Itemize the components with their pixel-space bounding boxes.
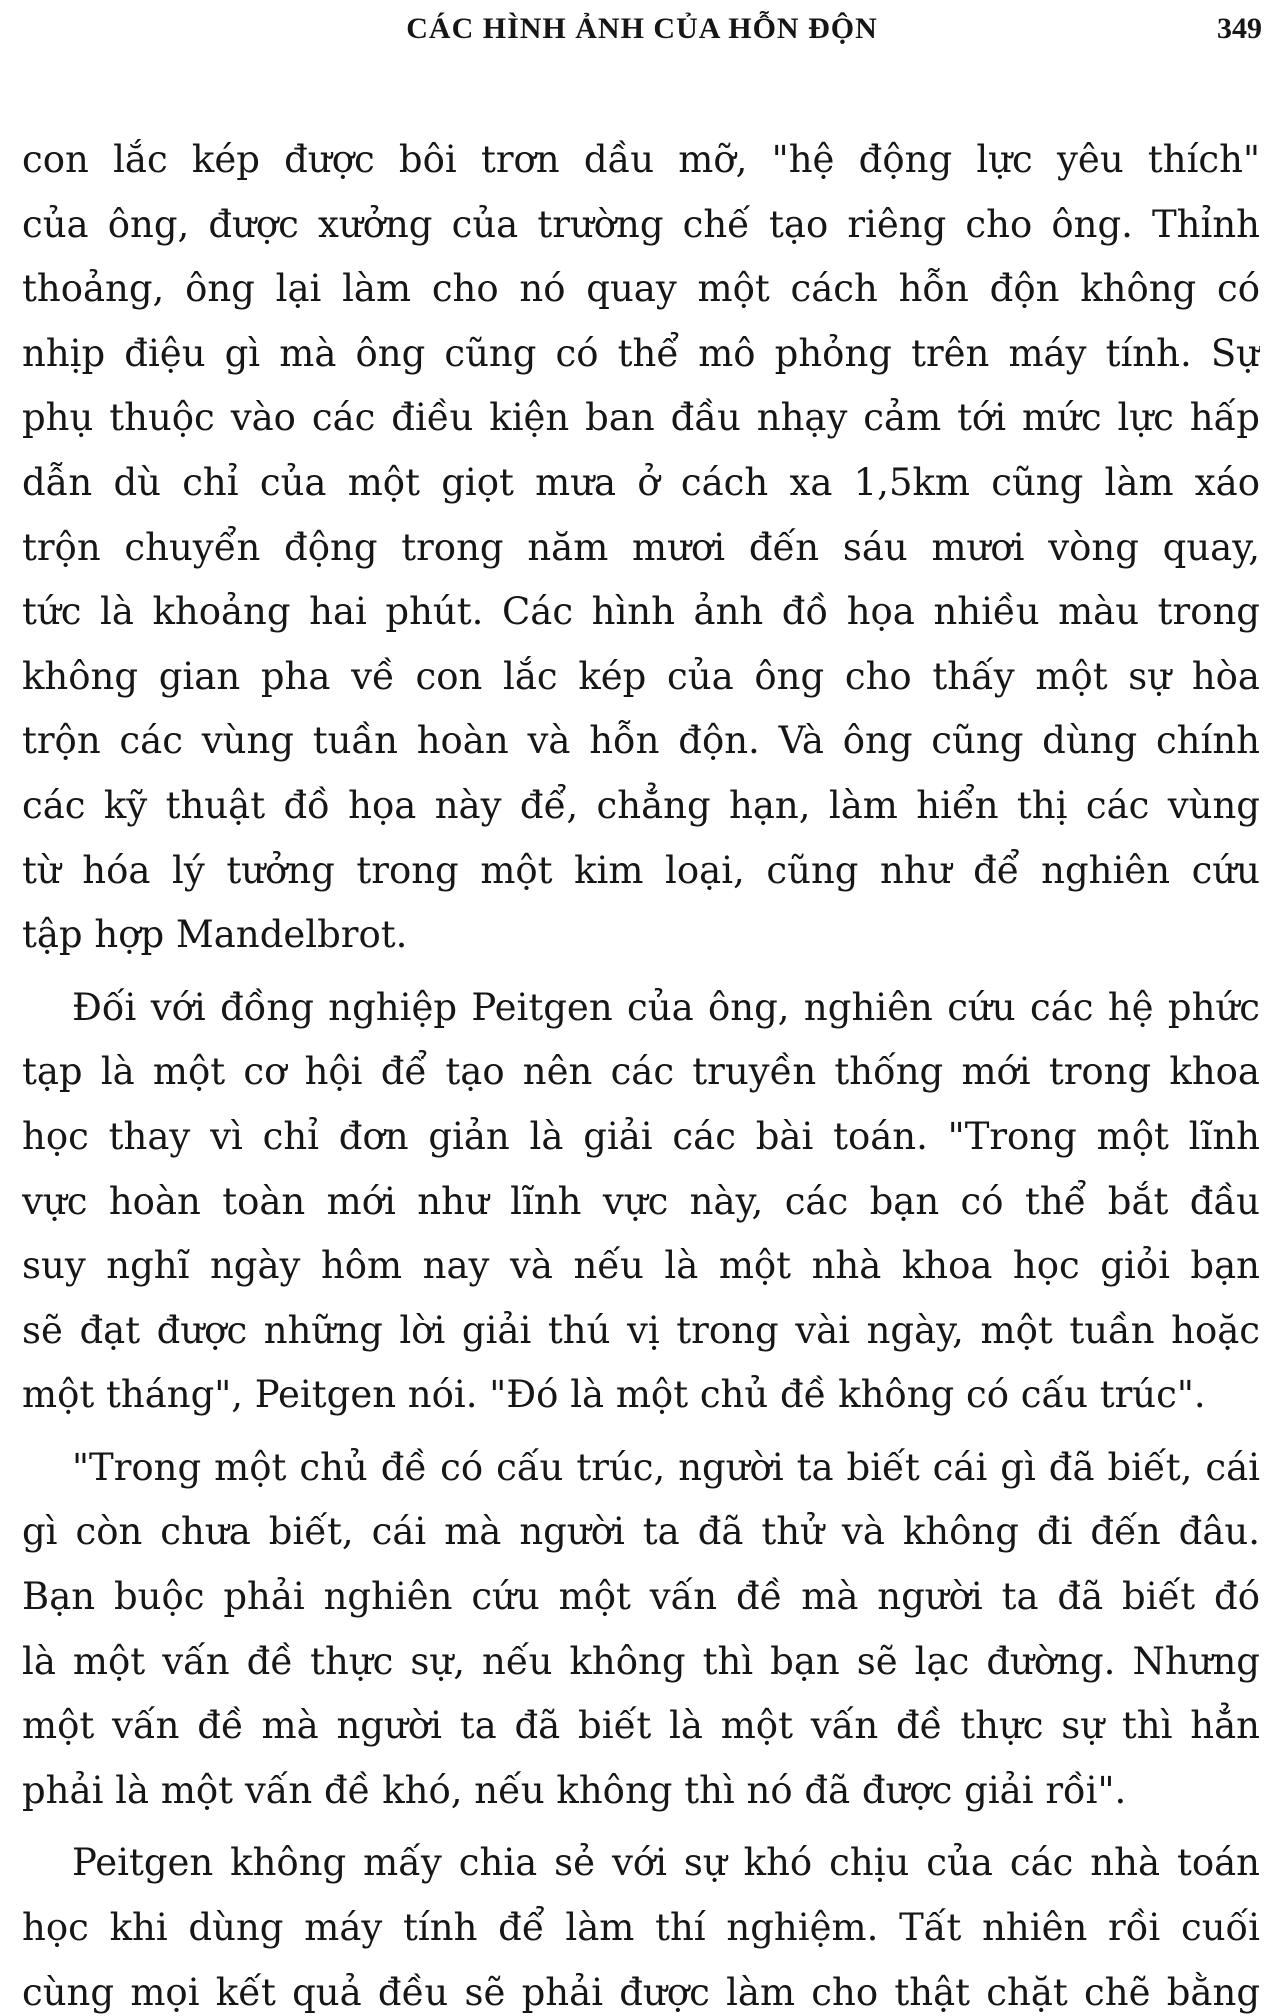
text-line: nhịp điệu gì mà ông cũng có thể mô phỏng trên máy tính. Sự [22, 331, 1260, 375]
paragraph-gap [22, 1428, 1260, 1436]
text-line: một tháng", Peitgen nói. "Đó là một chủ đề không có cấu trúc". [22, 1373, 1206, 1417]
text-line: gì còn chưa biết, cái mà người ta đã thử và không đi đến đâu. [22, 1510, 1260, 1554]
text-line: học thay vì chỉ đơn giản là giải các bài toán. "Trong một lĩnh [22, 1114, 1260, 1158]
paragraph-gap [22, 1823, 1260, 1831]
text-line: con lắc kép được bôi trơn dầu mỡ, "hệ động lực yêu thích" [22, 138, 1260, 181]
text-line: thoảng, ông lại làm cho nó quay một cách hỗn độn không có [22, 267, 1260, 311]
text-line: phải là một vấn đề khó, nếu không thì nó đã được giải rồi". [22, 1768, 1127, 1812]
text-line: tức là khoảng hai phút. Các hình ảnh đồ họa nhiều màu trong [22, 590, 1260, 634]
paragraph-4 [22, 1831, 1260, 2016]
running-title: CÁC HÌNH ẢNH CỦA HỖN ĐỘN [406, 12, 878, 45]
paragraph-2 [22, 976, 1260, 1428]
text-line: trộn chuyển động trong năm mươi đến sáu mươi vòng quay, [22, 525, 1260, 569]
text-line: sẽ đạt được những lời giải thú vị trong vài ngày, một tuần hoặc [22, 1308, 1260, 1352]
running-header [22, 6, 1262, 50]
text-line: từ hóa lý tưởng trong một kim loại, cũng như để nghiên cứu [22, 848, 1260, 892]
text-line: vực hoàn toàn mới như lĩnh vực này, các bạn có thể bắt đầu [22, 1179, 1260, 1223]
text-line: Peitgen không mấy chia sẻ với sự khó chịu của các nhà toán [72, 1841, 1260, 1885]
text-line: là một vấn đề thực sự, nếu không thì bạn sẽ lạc đường. Nhưng [22, 1639, 1260, 1683]
text-line: Đối với đồng nghiệp Peitgen của ông, nghiên cứu các hệ phức [72, 985, 1260, 1029]
text-line: "Trong một chủ đề có cấu trúc, người ta biết cái gì đã biết, cái [72, 1445, 1260, 1489]
text-line: phụ thuộc vào các điều kiện ban đầu nhạy cảm tới mức lực hấp [22, 396, 1260, 440]
text-line: học khi dùng máy tính để làm thí nghiệm. Tất nhiên rồi cuối [22, 1906, 1260, 1950]
text-line: trộn các vùng tuần hoàn và hỗn độn. Và ông cũng dùng chính [22, 719, 1260, 763]
text-line: suy nghĩ ngày hôm nay và nếu là một nhà khoa học giỏi bạn [22, 1244, 1260, 1288]
text-line: không gian pha về con lắc kép của ông cho thấy một sự hòa [22, 654, 1260, 698]
text-line: một vấn đề mà người ta đã biết là một vấn đề thực sự thì hẳn [22, 1704, 1260, 1748]
text-line: tập hợp Mandelbrot. [22, 913, 408, 957]
text-line: tạp là một cơ hội để tạo nên các truyền thống mới trong khoa [22, 1050, 1260, 1094]
text-line: của ông, được xưởng của trường chế tạo riêng cho ông. Thỉnh [22, 202, 1260, 246]
page-number: 349 [1217, 12, 1262, 45]
text-line: Bạn buộc phải nghiên cứu một vấn đề mà người ta đã biết đó [22, 1575, 1260, 1619]
paragraph-3 [22, 1436, 1260, 1824]
paragraph-1 [22, 128, 1260, 968]
paragraph-gap [22, 968, 1260, 976]
body-text [22, 128, 1260, 2016]
text-line: các kỹ thuật đồ họa này để, chẳng hạn, làm hiển thị các vùng [22, 783, 1260, 827]
text-line: cùng mọi kết quả đều sẽ phải được làm cho thật chặt chẽ bằng [22, 1970, 1260, 2014]
text-line: dẫn dù chỉ của một giọt mưa ở cách xa 1,5km cũng làm xáo [22, 460, 1260, 504]
